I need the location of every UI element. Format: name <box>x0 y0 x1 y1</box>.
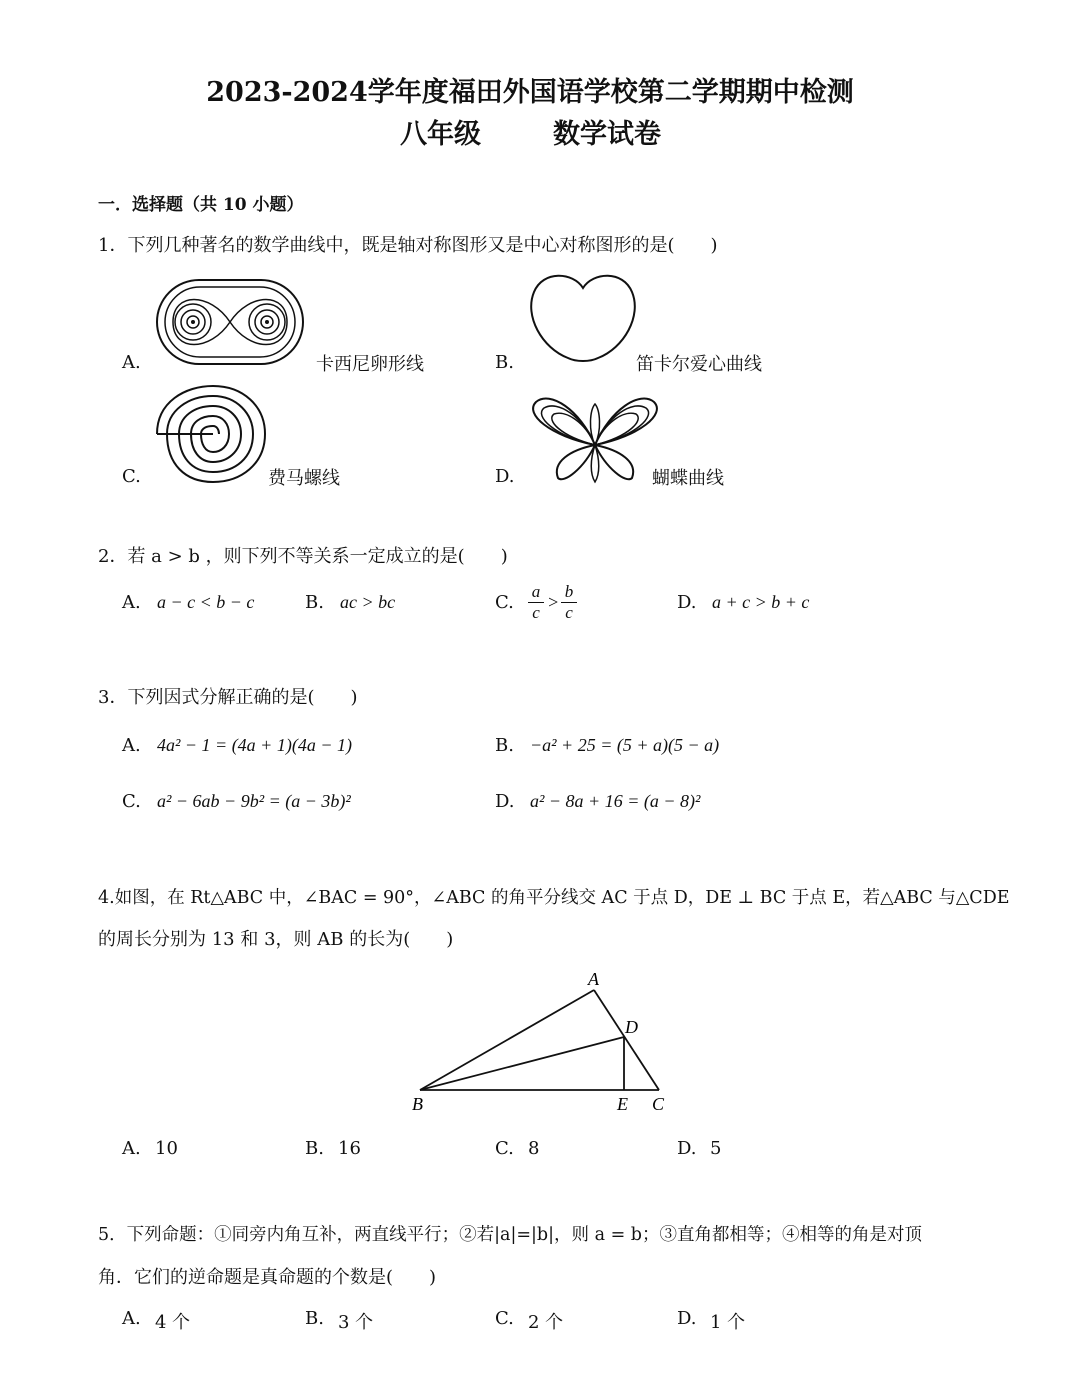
q2-option-d-expression: a + c > b + c <box>712 592 810 612</box>
fraction-numerator: a <box>531 582 541 601</box>
section-heading: 一．选择题（共 10 小题） <box>98 195 304 215</box>
q1-option-a-letter: A. <box>122 352 141 373</box>
question-5-stem-line-1: 5．下列命题：①同旁内角互补，两直线平行；②若|a|=|b|，则 a = b；③直角都相等；④相等的角是对顶 <box>98 1225 923 1245</box>
q2-option-a-expression: a − c < b − c <box>157 592 255 612</box>
question-2-stem: 2．若 a > b ，则下列不等关系一定成立的是( ) <box>98 546 508 567</box>
q3-option-c-expression: a² − 6ab − 9b² = (a − 3b)² <box>157 791 351 811</box>
q4-option-b-letter: B. <box>305 1138 324 1159</box>
q1-option-b-caption: 笛卡尔爱心曲线 <box>636 354 762 375</box>
vertex-label-c: C <box>652 1094 665 1114</box>
q2-option-b-expression: ac > bc <box>340 592 396 612</box>
q4-option-d-value: 5 <box>710 1138 722 1159</box>
q1-option-d-letter: D. <box>495 466 515 487</box>
q2-option-c-right-fraction <box>561 582 577 623</box>
question-4-stem-line-1: 4.如图，在 Rt△ABC 中，∠BAC = 90°，∠ABC 的角平分线交 AC 于点 D，DE ⊥ BC 于点 E，若△ABC 与△CDE <box>98 888 1010 908</box>
q4-option-b-value: 16 <box>338 1138 361 1159</box>
subject-label: 数学试卷 <box>553 119 661 150</box>
q5-option-c-value: 2 个 <box>528 1312 564 1333</box>
q5-option-b-value: 3 个 <box>338 1312 374 1333</box>
segment-ac <box>594 990 659 1090</box>
q1-option-a-caption: 卡西尼卵形线 <box>316 354 424 375</box>
q5-option-d-letter: D. <box>677 1308 697 1329</box>
exam-title: 2023-2024学年度福田外国语学校第二学期期中检测 <box>206 77 854 108</box>
q4-option-a-value: 10 <box>155 1138 178 1159</box>
q4-option-c-letter: C. <box>495 1138 514 1159</box>
butterfly-curve-figure <box>530 390 660 485</box>
q5-option-b-letter: B. <box>305 1308 324 1329</box>
fermat-spiral-figure <box>155 384 270 484</box>
question-3-stem: 3．下列因式分解正确的是( ) <box>98 687 358 708</box>
q3-option-c-letter: C. <box>122 791 141 812</box>
question-1-stem: 1．下列几种著名的数学曲线中，既是轴对称图形又是中心对称图形的是( ) <box>98 235 718 256</box>
fraction-denominator: c <box>561 602 577 623</box>
q4-option-d-letter: D. <box>677 1138 697 1159</box>
q5-option-d-value: 1 个 <box>710 1312 746 1333</box>
q1-option-c-letter: C. <box>122 466 141 487</box>
fraction-denominator: c <box>528 602 544 623</box>
question-5-stem-line-2: 角．它们的逆命题是真命题的个数是( ) <box>98 1267 437 1288</box>
q3-option-d-expression: a² − 8a + 16 = (a − 8)² <box>530 791 701 811</box>
vertex-label-b: B <box>412 1094 423 1114</box>
q5-option-c-letter: C. <box>495 1308 514 1329</box>
q2-option-c-operator: > <box>547 592 560 612</box>
q1-option-c-caption: 费马螺线 <box>268 468 340 489</box>
q2-option-c-left-fraction <box>528 582 544 623</box>
q2-option-a-letter: A. <box>122 592 141 613</box>
q4-option-c-value: 8 <box>528 1138 540 1159</box>
cardioid-heart-figure <box>528 270 638 368</box>
vertex-label-d: D <box>625 1017 638 1037</box>
q4-option-a-letter: A. <box>122 1138 141 1159</box>
q5-option-a-letter: A. <box>122 1308 141 1329</box>
grade-label: 八年级 <box>400 119 481 150</box>
q3-option-a-expression: 4a² − 1 = (4a + 1)(4a − 1) <box>157 735 352 755</box>
q2-option-d-letter: D. <box>677 592 697 613</box>
segment-bd <box>420 1037 624 1090</box>
q3-option-b-letter: B. <box>495 735 514 756</box>
q2-option-c-letter: C. <box>495 592 514 613</box>
q3-option-b-expression: −a² + 25 = (5 + a)(5 − a) <box>530 735 720 755</box>
vertex-label-a: A <box>588 969 599 989</box>
q2-option-b-letter: B. <box>305 592 324 613</box>
q3-option-a-letter: A. <box>122 735 141 756</box>
question-4-stem-line-2: 的周长分别为 13 和 3，则 AB 的长为( ) <box>98 929 454 950</box>
q1-option-b-letter: B. <box>495 352 514 373</box>
fraction-numerator: b <box>564 582 574 601</box>
segment-ab <box>420 990 594 1090</box>
vertex-label-e: E <box>617 1094 628 1114</box>
q3-option-d-letter: D. <box>495 791 515 812</box>
q5-option-a-value: 4 个 <box>155 1312 191 1333</box>
triangle-abc-figure <box>400 965 690 1120</box>
cassini-oval-figure <box>155 278 305 368</box>
q1-option-d-caption: 蝴蝶曲线 <box>652 468 724 489</box>
